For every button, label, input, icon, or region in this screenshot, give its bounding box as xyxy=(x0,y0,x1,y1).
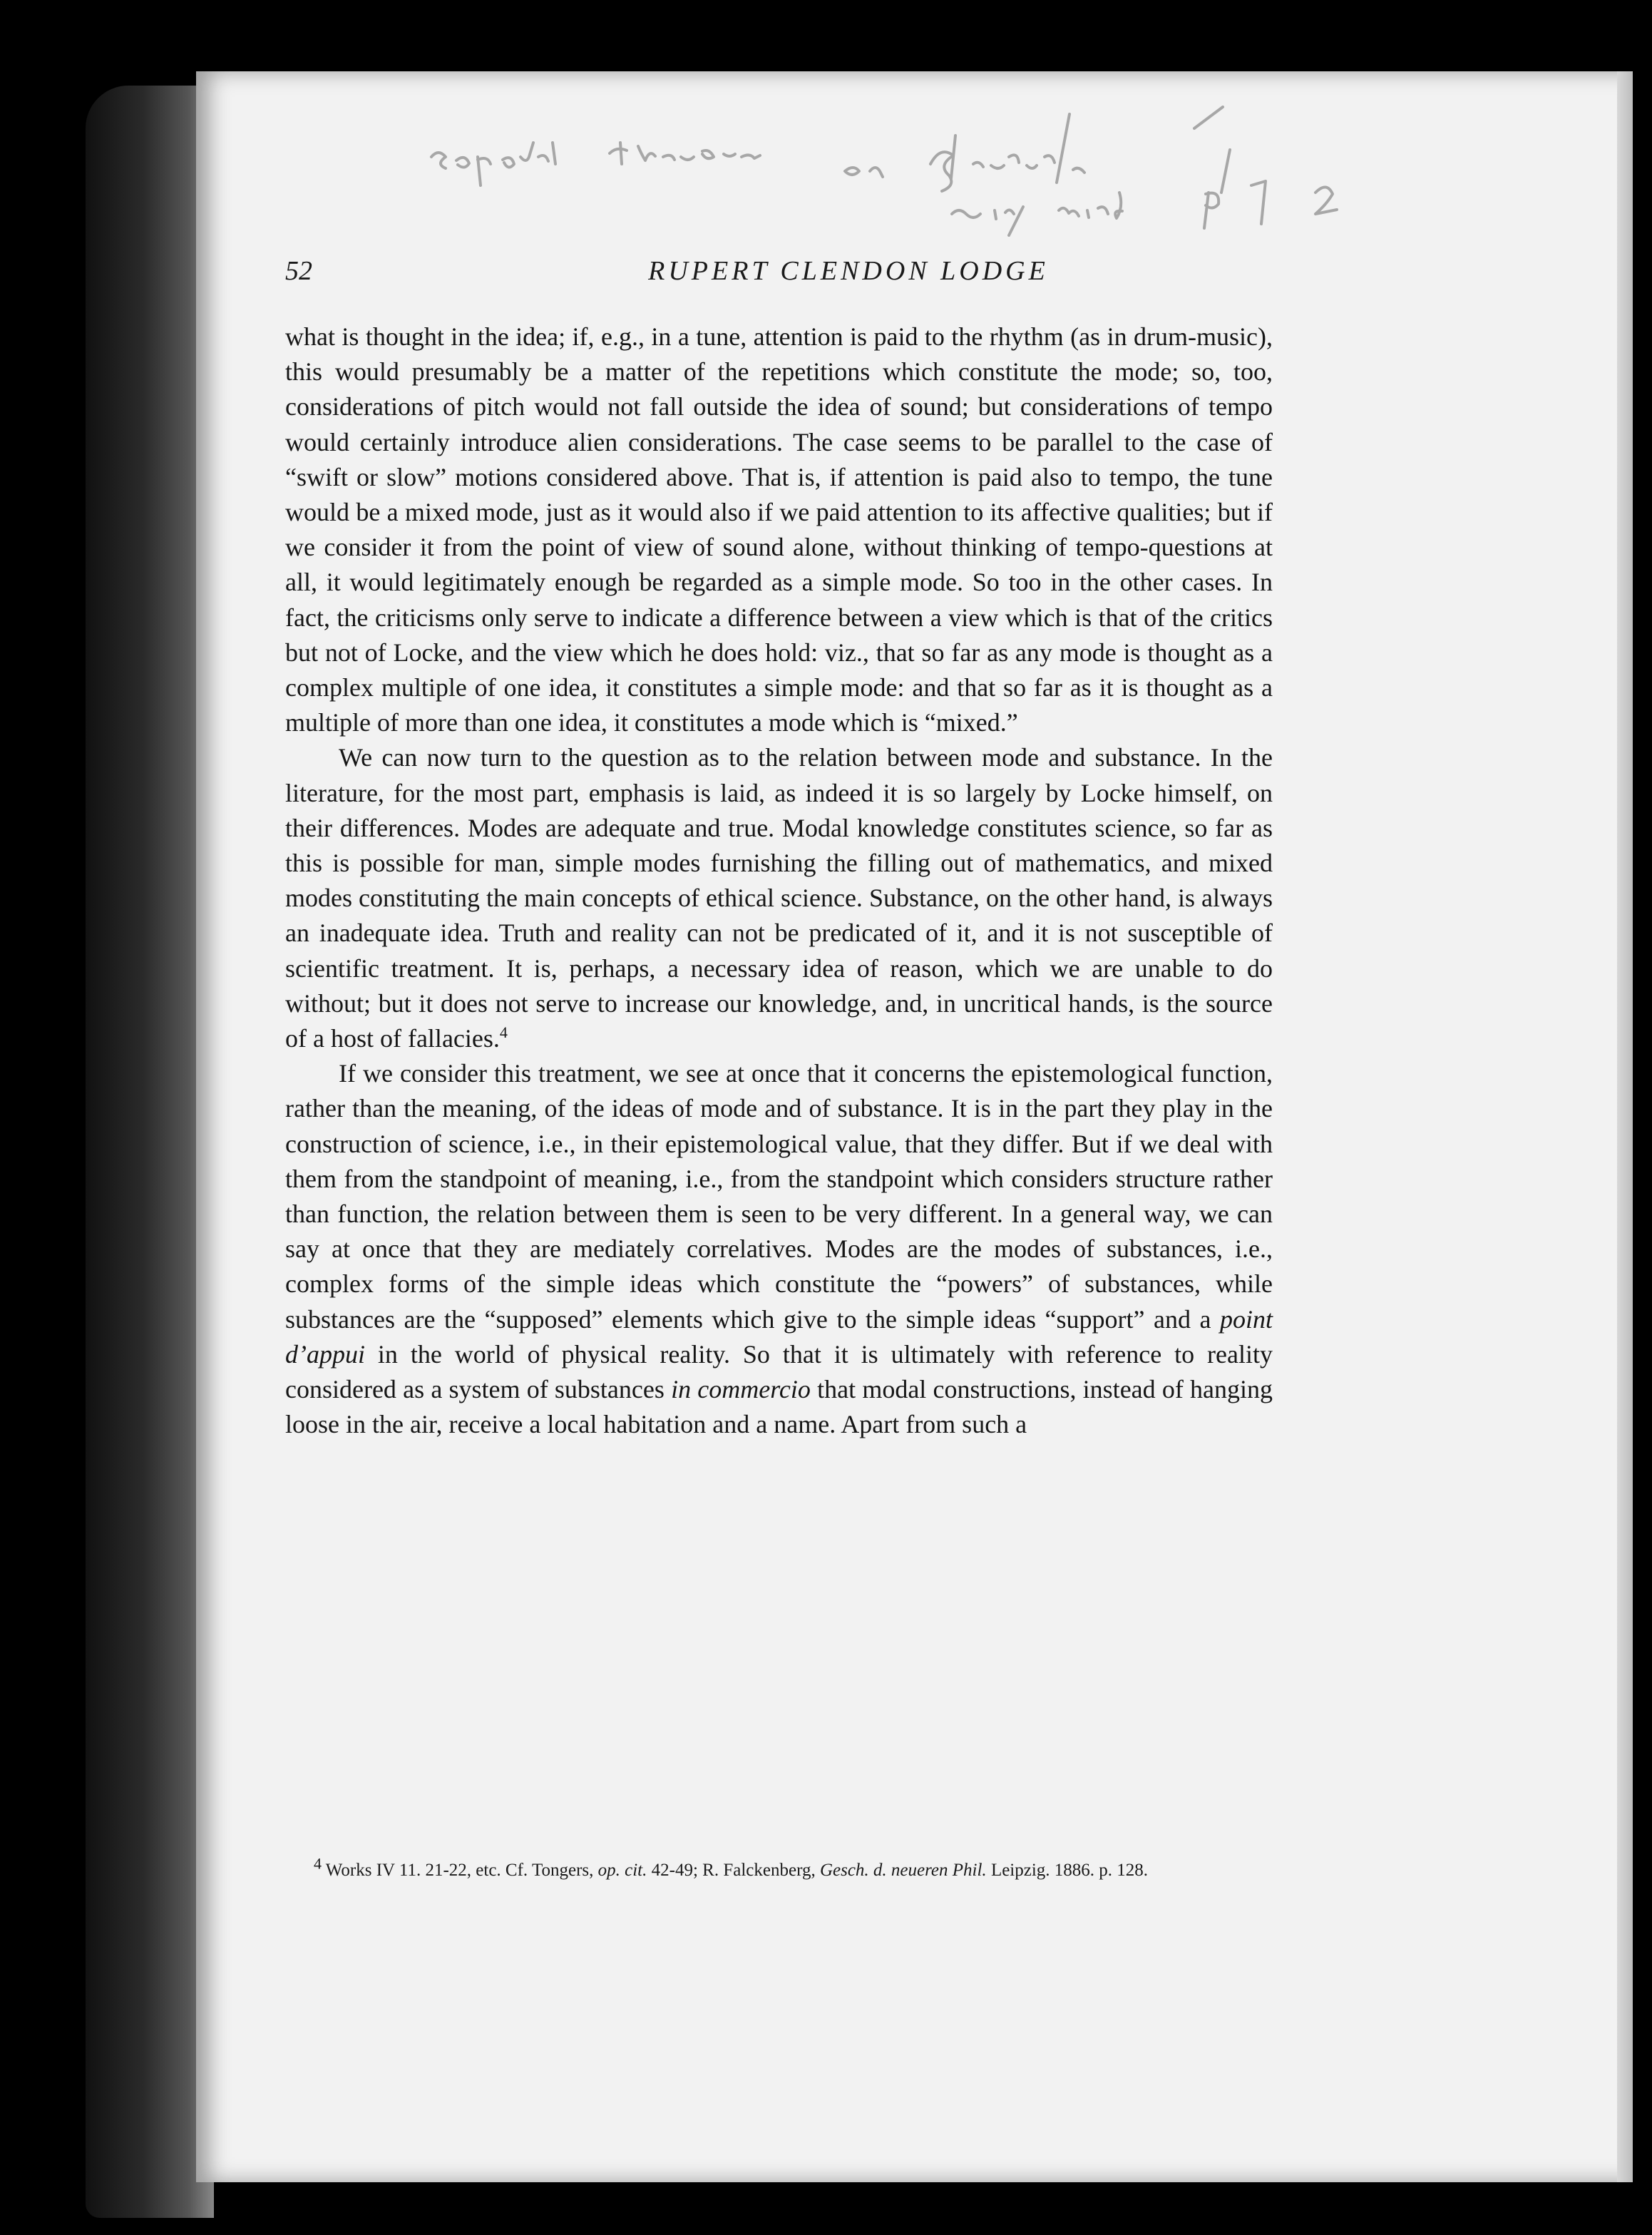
text-run: Leipzig. 1886. p. 128. xyxy=(986,1861,1149,1880)
text-run: We can now turn to the question as to the relation between mode and substance. In the literature, for the most part, emphasis is laid, as indeed it is so largely by Locke himself, on their differences. Modes are adequate and true. Modal knowledge constitutes science, so far as this is possible for man, simple modes furnishing the filling out of mathematics, and mixed modes constituting the main concepts of ethical science. Substance, on the other hand, is always an inadequate idea. Truth and reality can not be predicated of it, and it is not susceptible of scientific treatment. It is, perhaps, a necessary idea of reason, which we are unable to do without; but it does not serve to increase our knowledge, and, in uncritical hands, is the source of a host of fallacies. xyxy=(285,743,1273,1053)
text-run: If we consider this treatment, we see at once that it concerns the epistemological function, rather than the meaning, of the ideas of mode and of substance. It is in the part they play in the construction of science, i.e., in their epistemological value, that they differ. But if we deal with them from the standpoint of meaning, i.e., from the standpoint which considers structure rather than function, the relation between them is seen to be very different. In a general way, we can say at once that they are mediately correlatives. Modes are the modes of substances, i.e., complex forms of the simple ideas which constitute the “powers” of substances, while substances are the “supposed” elements which give to the simple ideas “support” and a xyxy=(285,1059,1273,1334)
text-run: that modal constructions, instead of hanging loose in the air, receive a local habitation and a name. Apart from such a xyxy=(285,1375,1273,1439)
running-head: RUPERT CLENDON LODGE xyxy=(648,256,1049,286)
text-run: Works IV 11. 21-22, etc. Cf. Tongers, xyxy=(322,1861,598,1880)
text-run: 42-49; R. Falckenberg, xyxy=(647,1861,820,1880)
footnote-marker: 4 xyxy=(314,1854,322,1873)
italic-text: in commercio xyxy=(671,1375,811,1404)
page-number: 52 xyxy=(285,256,312,286)
footnote xyxy=(314,1856,1273,1885)
text-run: what is thought in the idea; if, e.g., in a tune, attention is paid to the rhythm (as in drum-music), this would presumably be a matter of the repetitions which constitute the mode; so, too, considerations of pitch would not fall outside the idea of sound; but considerations of tempo would certainly introduce alien considerations. The case seems to be parallel to the case of “swift or slow” motions considered above. That is, if attention is paid also to tempo, the tune would be a mixed mode, just as it would also if we paid attention to its affective qualities; but if we consider it from the point of view of sound alone, without thinking of tempo-questions at all, it would legitimately enough be regarded as a simple mode. So too in the other cases. In fact, the criticisms only serve to indicate a difference between a view which is that of the critics but not of Locke, and the view which he does hold: viz., that so far as any mode is thought as a complex multiple of one idea, it constitutes a simple mode: and that so far as it is thought as a multiple of more than one idea, it constitutes a mode which is “mixed.” xyxy=(285,322,1273,737)
text-run: in the world of physical reality. So that it is ultimately with reference to reality considered as a system of substances xyxy=(285,1339,1273,1404)
paragraph xyxy=(285,740,1273,1056)
italic-text: point d’appui xyxy=(285,1304,1273,1369)
handwritten-note xyxy=(303,86,1515,264)
page-header xyxy=(285,255,1269,305)
italic-text: op. cit. xyxy=(597,1861,647,1880)
page-edge xyxy=(1617,71,1633,2182)
footnote-marker: 4 xyxy=(499,1023,508,1042)
paragraph xyxy=(285,1056,1273,1442)
book-binding xyxy=(86,86,214,2218)
italic-text: Gesch. d. neueren Phil. xyxy=(819,1861,987,1880)
handwritten-note-scribble xyxy=(303,86,1515,264)
body-text xyxy=(285,319,1273,1443)
paragraph xyxy=(285,319,1273,740)
